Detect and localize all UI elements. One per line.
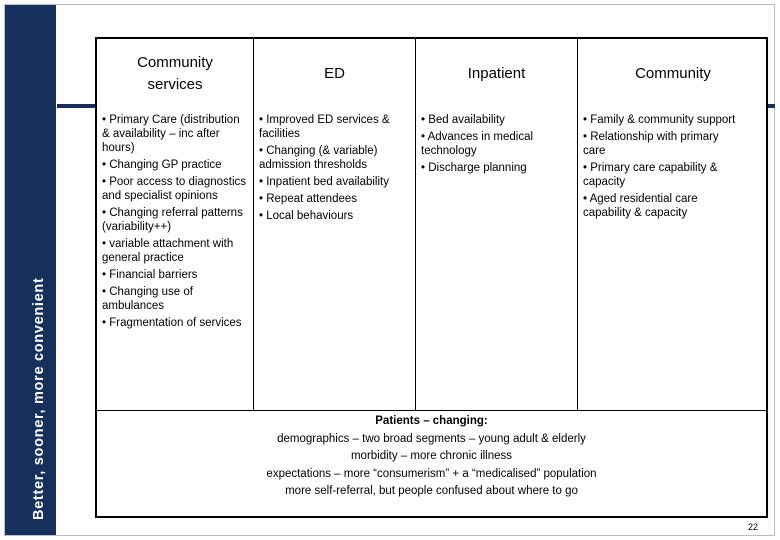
column-header-community (578, 39, 768, 109)
column-header-label: Community (635, 65, 711, 82)
patients-line: more self-referral, but people confused about where to go (285, 485, 578, 497)
column-header-label: Inpatient (467, 65, 526, 82)
patients-heading: Patients – changing: (375, 415, 488, 427)
column-body-inpatient (421, 113, 571, 178)
list-item: • Changing use of ambulances (102, 286, 193, 312)
list-item: • Financial barriers (102, 269, 198, 281)
patients-line: expectations – more “consumerism” + a “medicalised” population (266, 467, 597, 480)
column-header-label: ED (324, 65, 345, 82)
list-item: • Bed availability (421, 114, 505, 126)
list-item: • Changing (& variable) admission thresholds (259, 145, 378, 171)
list-item: • Relationship with primary care (583, 131, 719, 157)
column-header-inpatient (416, 39, 577, 109)
column-body-community-services (102, 113, 250, 333)
list-item: • Changing GP practice (102, 159, 222, 171)
side-title: Better, sooner, more convenient (31, 277, 47, 520)
list-item: • Changing referral patterns (variability++) (102, 207, 243, 233)
list-item: • Aged residential care capability & capacity (583, 193, 698, 219)
patients-changing-section (97, 413, 766, 501)
column-body-community (583, 113, 743, 223)
list-item: • variable attachment with general practice (102, 238, 234, 264)
list-item: • Local behaviours (259, 210, 354, 222)
column-header-ed (254, 39, 415, 109)
list-item: • Poor access to diagnostics and specialist opinions (102, 176, 247, 202)
column-header-label: Community services (137, 54, 213, 93)
list-item: • Family & community support (583, 114, 736, 126)
page-number: 22 (748, 522, 759, 532)
list-item: • Discharge planning (421, 162, 527, 174)
issues-table (95, 37, 768, 518)
patients-line: morbidity – more chronic illness (350, 450, 513, 462)
list-item: • Primary Care (distribution & availability – inc after hours) (102, 114, 240, 154)
patients-line: demographics – two broad segments – young adult & elderly (277, 432, 586, 445)
column-body-ed (259, 113, 409, 226)
list-item: • Primary care capability & capacity (583, 162, 718, 188)
list-item: • Fragmentation of services (102, 317, 242, 329)
row-divider (97, 410, 766, 411)
list-item: • Repeat attendees (259, 193, 358, 205)
list-item: • Inpatient bed availability (259, 176, 389, 188)
list-item: • Advances in medical technology (421, 131, 534, 157)
list-item: • Improved ED services & facilities (259, 114, 390, 140)
column-header-community-services (97, 39, 253, 109)
